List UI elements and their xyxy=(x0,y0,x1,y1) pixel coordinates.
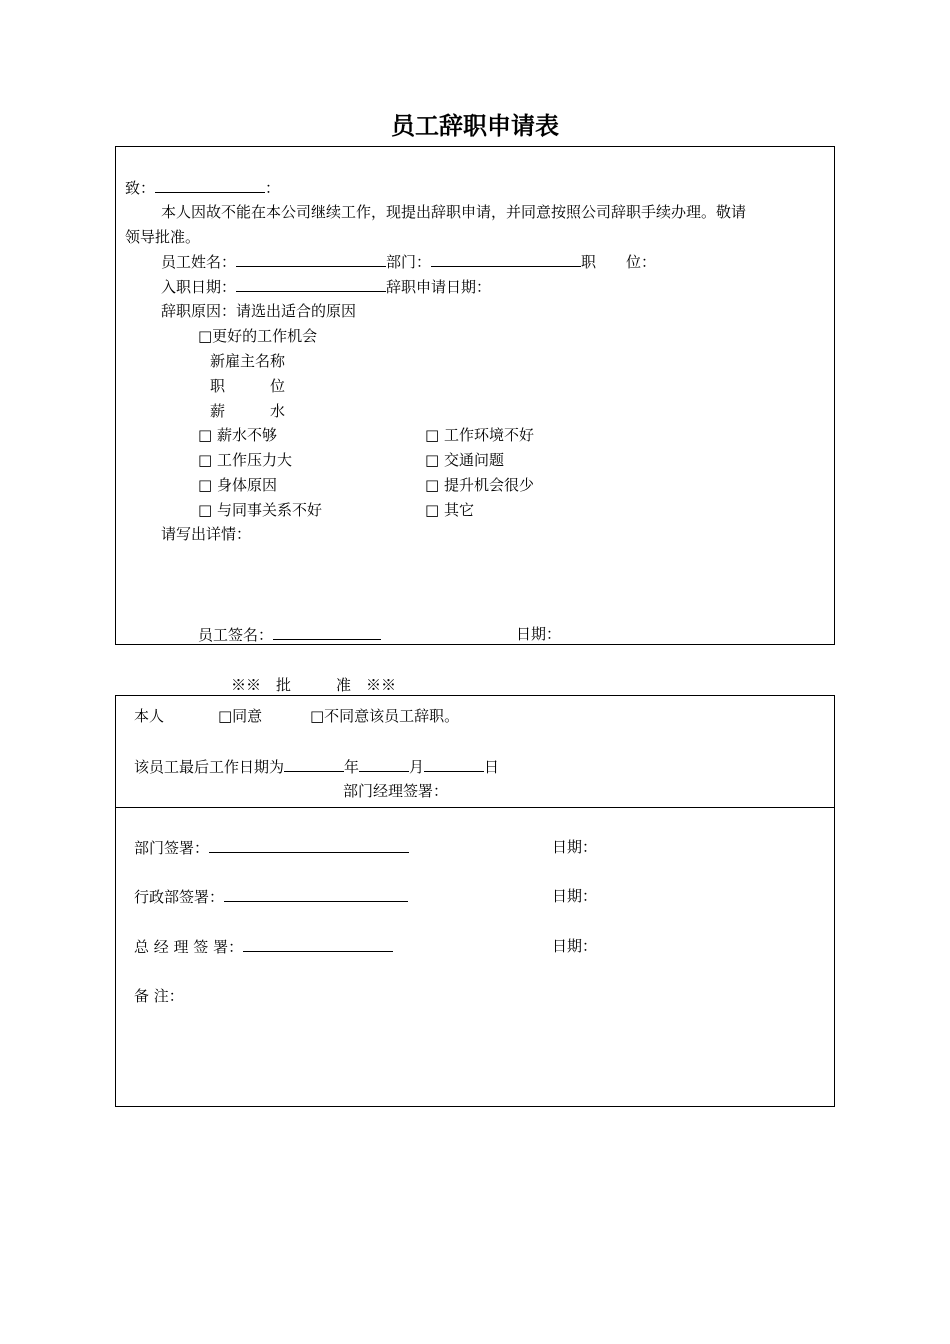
gm-sign-date-label: 日期： xyxy=(552,937,598,955)
admin-sign-field[interactable] xyxy=(224,886,408,902)
name-field[interactable] xyxy=(236,251,386,267)
reason-left-1[interactable]: □ 薪水不够 xyxy=(198,426,277,444)
admin-sign-label: 行政部签署： xyxy=(134,888,225,906)
new-employer-label: 新雇主名称 xyxy=(210,352,286,370)
agree-checkbox[interactable]: □同意 xyxy=(218,707,263,725)
name-row xyxy=(161,251,656,272)
day-field[interactable] xyxy=(424,756,484,772)
dept-field[interactable] xyxy=(431,251,581,267)
dept-sign-row xyxy=(134,837,409,858)
reason-right-3[interactable]: □ 提升机会很少 xyxy=(425,476,534,494)
month-field[interactable] xyxy=(359,756,409,772)
to-row xyxy=(125,177,280,198)
gm-sign-field[interactable] xyxy=(243,936,393,952)
application-section xyxy=(115,146,835,645)
better-job-checkbox[interactable]: □更好的工作机会 xyxy=(198,327,318,345)
last-day-row xyxy=(134,756,499,777)
date-row xyxy=(161,276,491,297)
last-day-prefix: 该员工最后工作日期为 xyxy=(134,758,285,776)
dept-sign-label: 部门签署： xyxy=(134,839,210,857)
apply-date-label: 辞职申请日期： xyxy=(386,278,492,296)
employee-sign-date-label: 日期： xyxy=(516,625,562,643)
employee-sign-row xyxy=(198,624,381,645)
page-title: 员工辞职申请表 xyxy=(391,112,559,140)
name-label: 员工姓名： xyxy=(161,253,237,271)
join-date-field[interactable] xyxy=(236,276,386,292)
approval-section xyxy=(115,695,835,1107)
position-label: 职 位： xyxy=(581,253,657,271)
reason-left-2[interactable]: □ 工作压力大 xyxy=(198,451,292,469)
dept-label: 部门： xyxy=(386,253,432,271)
reason-label: 辞职原因：请选出适合的原因 xyxy=(161,302,357,320)
admin-sign-row xyxy=(134,886,408,907)
to-suffix: ： xyxy=(265,179,281,197)
body-line-1: 本人因故不能在本公司继续工作，现提出辞职申请，并同意按照公司辞职手续办理。敬请 xyxy=(161,203,747,221)
day-label: 日 xyxy=(484,758,500,776)
admin-sign-date-label: 日期： xyxy=(552,887,598,905)
reason-left-3[interactable]: □ 身体原因 xyxy=(198,476,277,494)
self-label: 本人 xyxy=(134,707,165,725)
new-salary-label: 薪 水 xyxy=(210,402,286,420)
month-label: 月 xyxy=(409,758,425,776)
to-label: 致： xyxy=(125,179,156,197)
body-line-2: 领导批准。 xyxy=(125,228,201,246)
approval-heading: ※※ 批 准 ※※ xyxy=(231,676,397,694)
reason-right-4[interactable]: □ 其它 xyxy=(425,501,474,519)
disagree-checkbox[interactable]: □不同意该员工辞职。 xyxy=(310,707,460,725)
year-label: 年 xyxy=(344,758,360,776)
section-divider xyxy=(116,807,834,808)
manager-sign-label: 部门经理签署： xyxy=(343,782,449,800)
reason-right-1[interactable]: □ 工作环境不好 xyxy=(425,426,534,444)
year-field[interactable] xyxy=(284,756,344,772)
details-label: 请写出详情： xyxy=(161,525,252,543)
employee-sign-field[interactable] xyxy=(273,624,381,640)
reason-right-2[interactable]: □ 交通问题 xyxy=(425,451,504,469)
gm-sign-row xyxy=(134,936,393,957)
remarks-label: 备 注： xyxy=(134,987,184,1005)
to-field[interactable] xyxy=(155,177,265,193)
join-date-label: 入职日期： xyxy=(161,278,237,296)
new-position-label: 职 位 xyxy=(210,377,286,395)
employee-sign-label: 员工签名： xyxy=(198,626,274,644)
dept-sign-date-label: 日期： xyxy=(552,838,598,856)
gm-sign-label: 总 经 理 签 署： xyxy=(134,938,244,956)
reason-left-4[interactable]: □ 与同事关系不好 xyxy=(198,501,322,519)
dept-sign-field[interactable] xyxy=(209,837,409,853)
